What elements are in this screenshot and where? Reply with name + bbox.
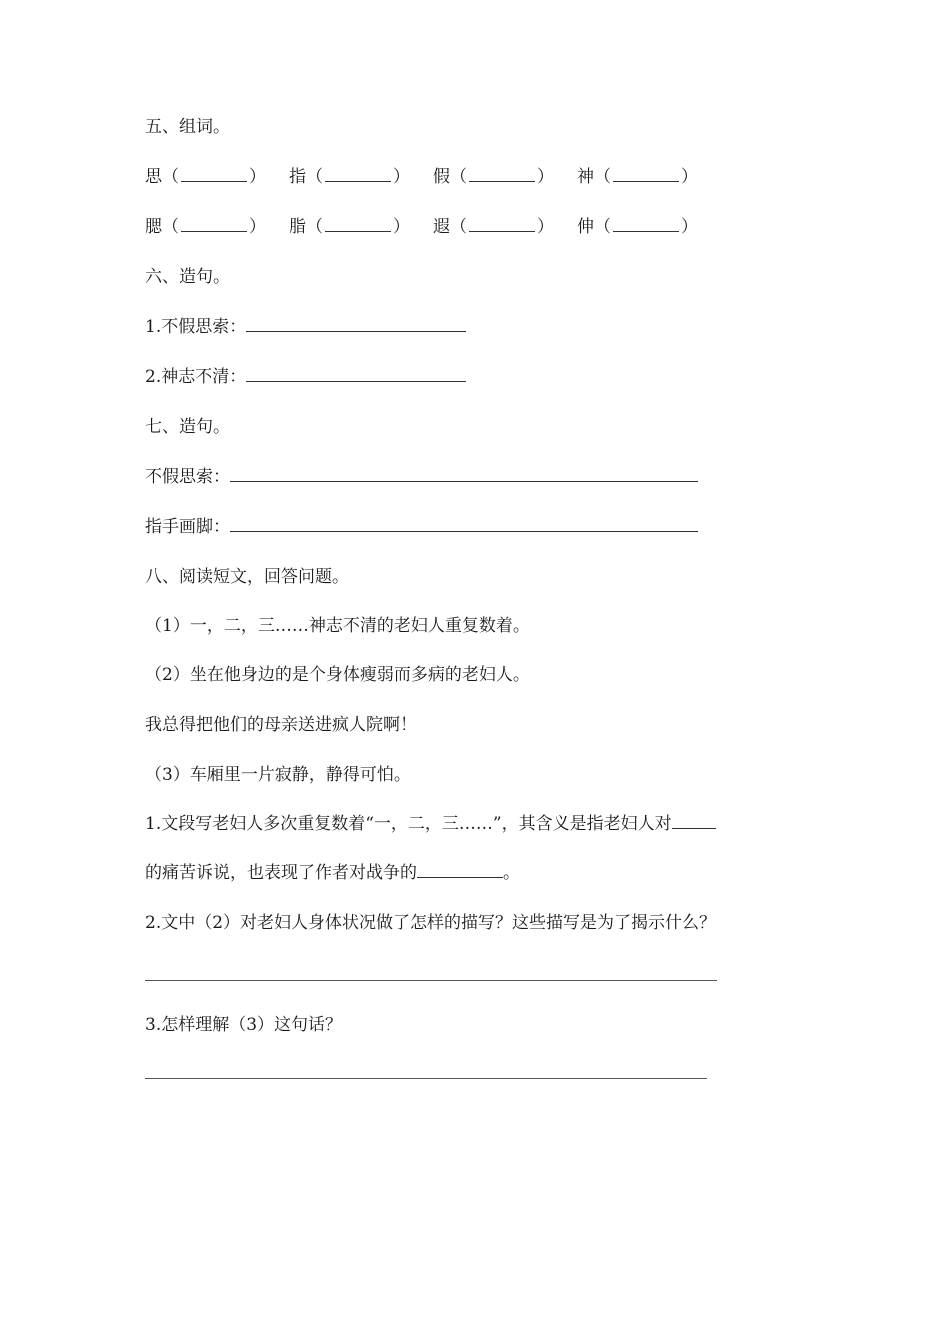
word-item bbox=[577, 215, 698, 239]
question-1-line-1 bbox=[145, 812, 716, 836]
char: 伸 bbox=[577, 217, 594, 237]
answer-line[interactable] bbox=[230, 515, 698, 532]
word-blank[interactable] bbox=[181, 215, 247, 232]
answer-blank[interactable] bbox=[672, 812, 716, 829]
word-item bbox=[289, 165, 433, 189]
word-blank[interactable] bbox=[181, 165, 247, 182]
question-text: 1.文段写老妇人多次重复数着“一，二，三……”，其含义是指老妇人对 bbox=[145, 814, 672, 834]
question-label: 指手画脚： bbox=[145, 517, 230, 537]
open-paren: （ bbox=[162, 167, 179, 187]
open-paren: （ bbox=[306, 217, 323, 237]
answer-line-q3[interactable] bbox=[145, 1078, 707, 1079]
word-blank[interactable] bbox=[325, 215, 391, 232]
open-paren: （ bbox=[594, 217, 611, 237]
close-paren: ） bbox=[393, 167, 410, 187]
passage-p2b: 我总得把他们的母亲送进疯人院啊！ bbox=[145, 715, 417, 735]
open-paren: （ bbox=[306, 167, 323, 187]
section-8-title: 八、阅读短文，回答问题。 bbox=[145, 567, 349, 587]
sentence-q2 bbox=[145, 365, 466, 389]
answer-line-q2[interactable] bbox=[145, 980, 717, 981]
sentence-q1 bbox=[145, 315, 466, 339]
answer-line[interactable] bbox=[230, 465, 698, 482]
char: 腮 bbox=[145, 217, 162, 237]
close-paren: ） bbox=[393, 217, 410, 237]
answer-blank[interactable] bbox=[417, 861, 503, 878]
char: 假 bbox=[433, 167, 450, 187]
word-row-2 bbox=[145, 215, 698, 239]
answer-line[interactable] bbox=[246, 315, 466, 332]
char: 指 bbox=[289, 167, 306, 187]
word-blank[interactable] bbox=[469, 165, 535, 182]
close-paren: ） bbox=[537, 217, 554, 237]
section-5-title: 五、组词。 bbox=[145, 117, 230, 137]
open-paren: （ bbox=[450, 167, 467, 187]
open-paren: （ bbox=[594, 167, 611, 187]
sentence-q1 bbox=[145, 465, 698, 489]
char: 思 bbox=[145, 167, 162, 187]
word-item bbox=[289, 215, 433, 239]
close-paren: ） bbox=[681, 217, 698, 237]
answer-line[interactable] bbox=[246, 365, 466, 382]
question-text: 的痛苦诉说，也表现了作者对战争的 bbox=[145, 863, 417, 883]
char: 脂 bbox=[289, 217, 306, 237]
close-paren: ） bbox=[537, 167, 554, 187]
section-7-title: 七、造句。 bbox=[145, 417, 230, 437]
passage-p3: （3）车厢里一片寂静，静得可怕。 bbox=[145, 765, 411, 785]
word-item bbox=[145, 165, 289, 189]
char: 遐 bbox=[433, 217, 450, 237]
word-item bbox=[577, 165, 698, 189]
word-row-1 bbox=[145, 165, 698, 189]
question-label: 不假思索： bbox=[145, 467, 230, 487]
word-item bbox=[433, 165, 577, 189]
question-3: 3.怎样理解（3）这句话？ bbox=[145, 1015, 343, 1035]
char: 神 bbox=[577, 167, 594, 187]
question-label: 1.不假思索： bbox=[145, 317, 247, 337]
word-blank[interactable] bbox=[613, 165, 679, 182]
passage-p2: （2）坐在他身边的是个身体瘦弱而多病的老妇人。 bbox=[145, 665, 530, 685]
question-2: 2.文中（2）对老妇人身体状况做了怎样的描写？这些描写是为了揭示什么？ bbox=[145, 913, 717, 933]
word-item bbox=[433, 215, 577, 239]
section-6-title: 六、造句。 bbox=[145, 267, 230, 287]
period: 。 bbox=[503, 863, 520, 883]
close-paren: ） bbox=[249, 167, 266, 187]
sentence-q2 bbox=[145, 515, 698, 539]
word-blank[interactable] bbox=[613, 215, 679, 232]
word-blank[interactable] bbox=[469, 215, 535, 232]
open-paren: （ bbox=[162, 217, 179, 237]
word-blank[interactable] bbox=[325, 165, 391, 182]
question-1-line-2 bbox=[145, 861, 520, 885]
question-label: 2.神志不清： bbox=[145, 367, 247, 387]
passage-p1: （1）一，二，三……神志不清的老妇人重复数着。 bbox=[145, 616, 530, 636]
close-paren: ） bbox=[249, 217, 266, 237]
close-paren: ） bbox=[681, 167, 698, 187]
word-item bbox=[145, 215, 289, 239]
open-paren: （ bbox=[450, 217, 467, 237]
